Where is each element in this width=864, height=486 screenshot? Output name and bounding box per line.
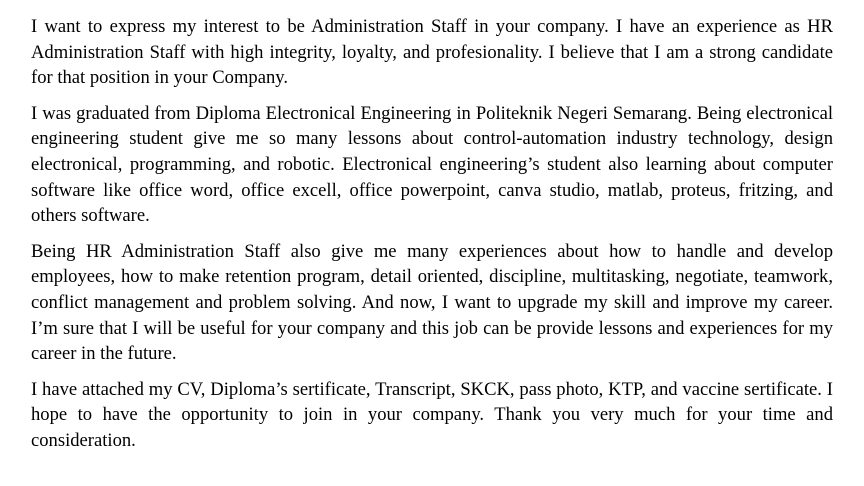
cover-letter-body — [31, 14, 833, 454]
paragraph-education: I was graduated from Diploma Electronical Engineering in Politeknik Negeri Semarang. Being electronical engineering student give me so many lessons about control-automation industry technology, design electronical, programming, and robotic. Electronical engineering’s student also learning about computer software like office word, office excell, office powerpoint, canva studio, matlab, proteus, fritzing, and others software. — [31, 102, 833, 227]
paragraph-closing: I have attached my CV, Diploma’s sertificate, Transcript, SKCK, pass photo, KTP, and vaccine sertificate. I hope to have the opportunity to join in your company. Thank you very much for your time and consideration. — [31, 378, 833, 451]
paragraph-interest: I want to express my interest to be Administration Staff in your company. I have an experience as HR Administration Staff with high integrity, loyalty, and profesionality. I believe that I am a strong candidate for that position in your Company. — [31, 16, 833, 89]
paragraph-experience: Being HR Administration Staff also give me many experiences about how to handle and develop employees, how to make retention program, detail oriented, discipline, multitasking, negotiate, teamwork, conflict management and problem solving. And now, I want to upgrade my skill and improve my career. I’m sure that I will be useful for your company and this job can be provide lessons and experiences for my career in the future. — [31, 240, 833, 365]
